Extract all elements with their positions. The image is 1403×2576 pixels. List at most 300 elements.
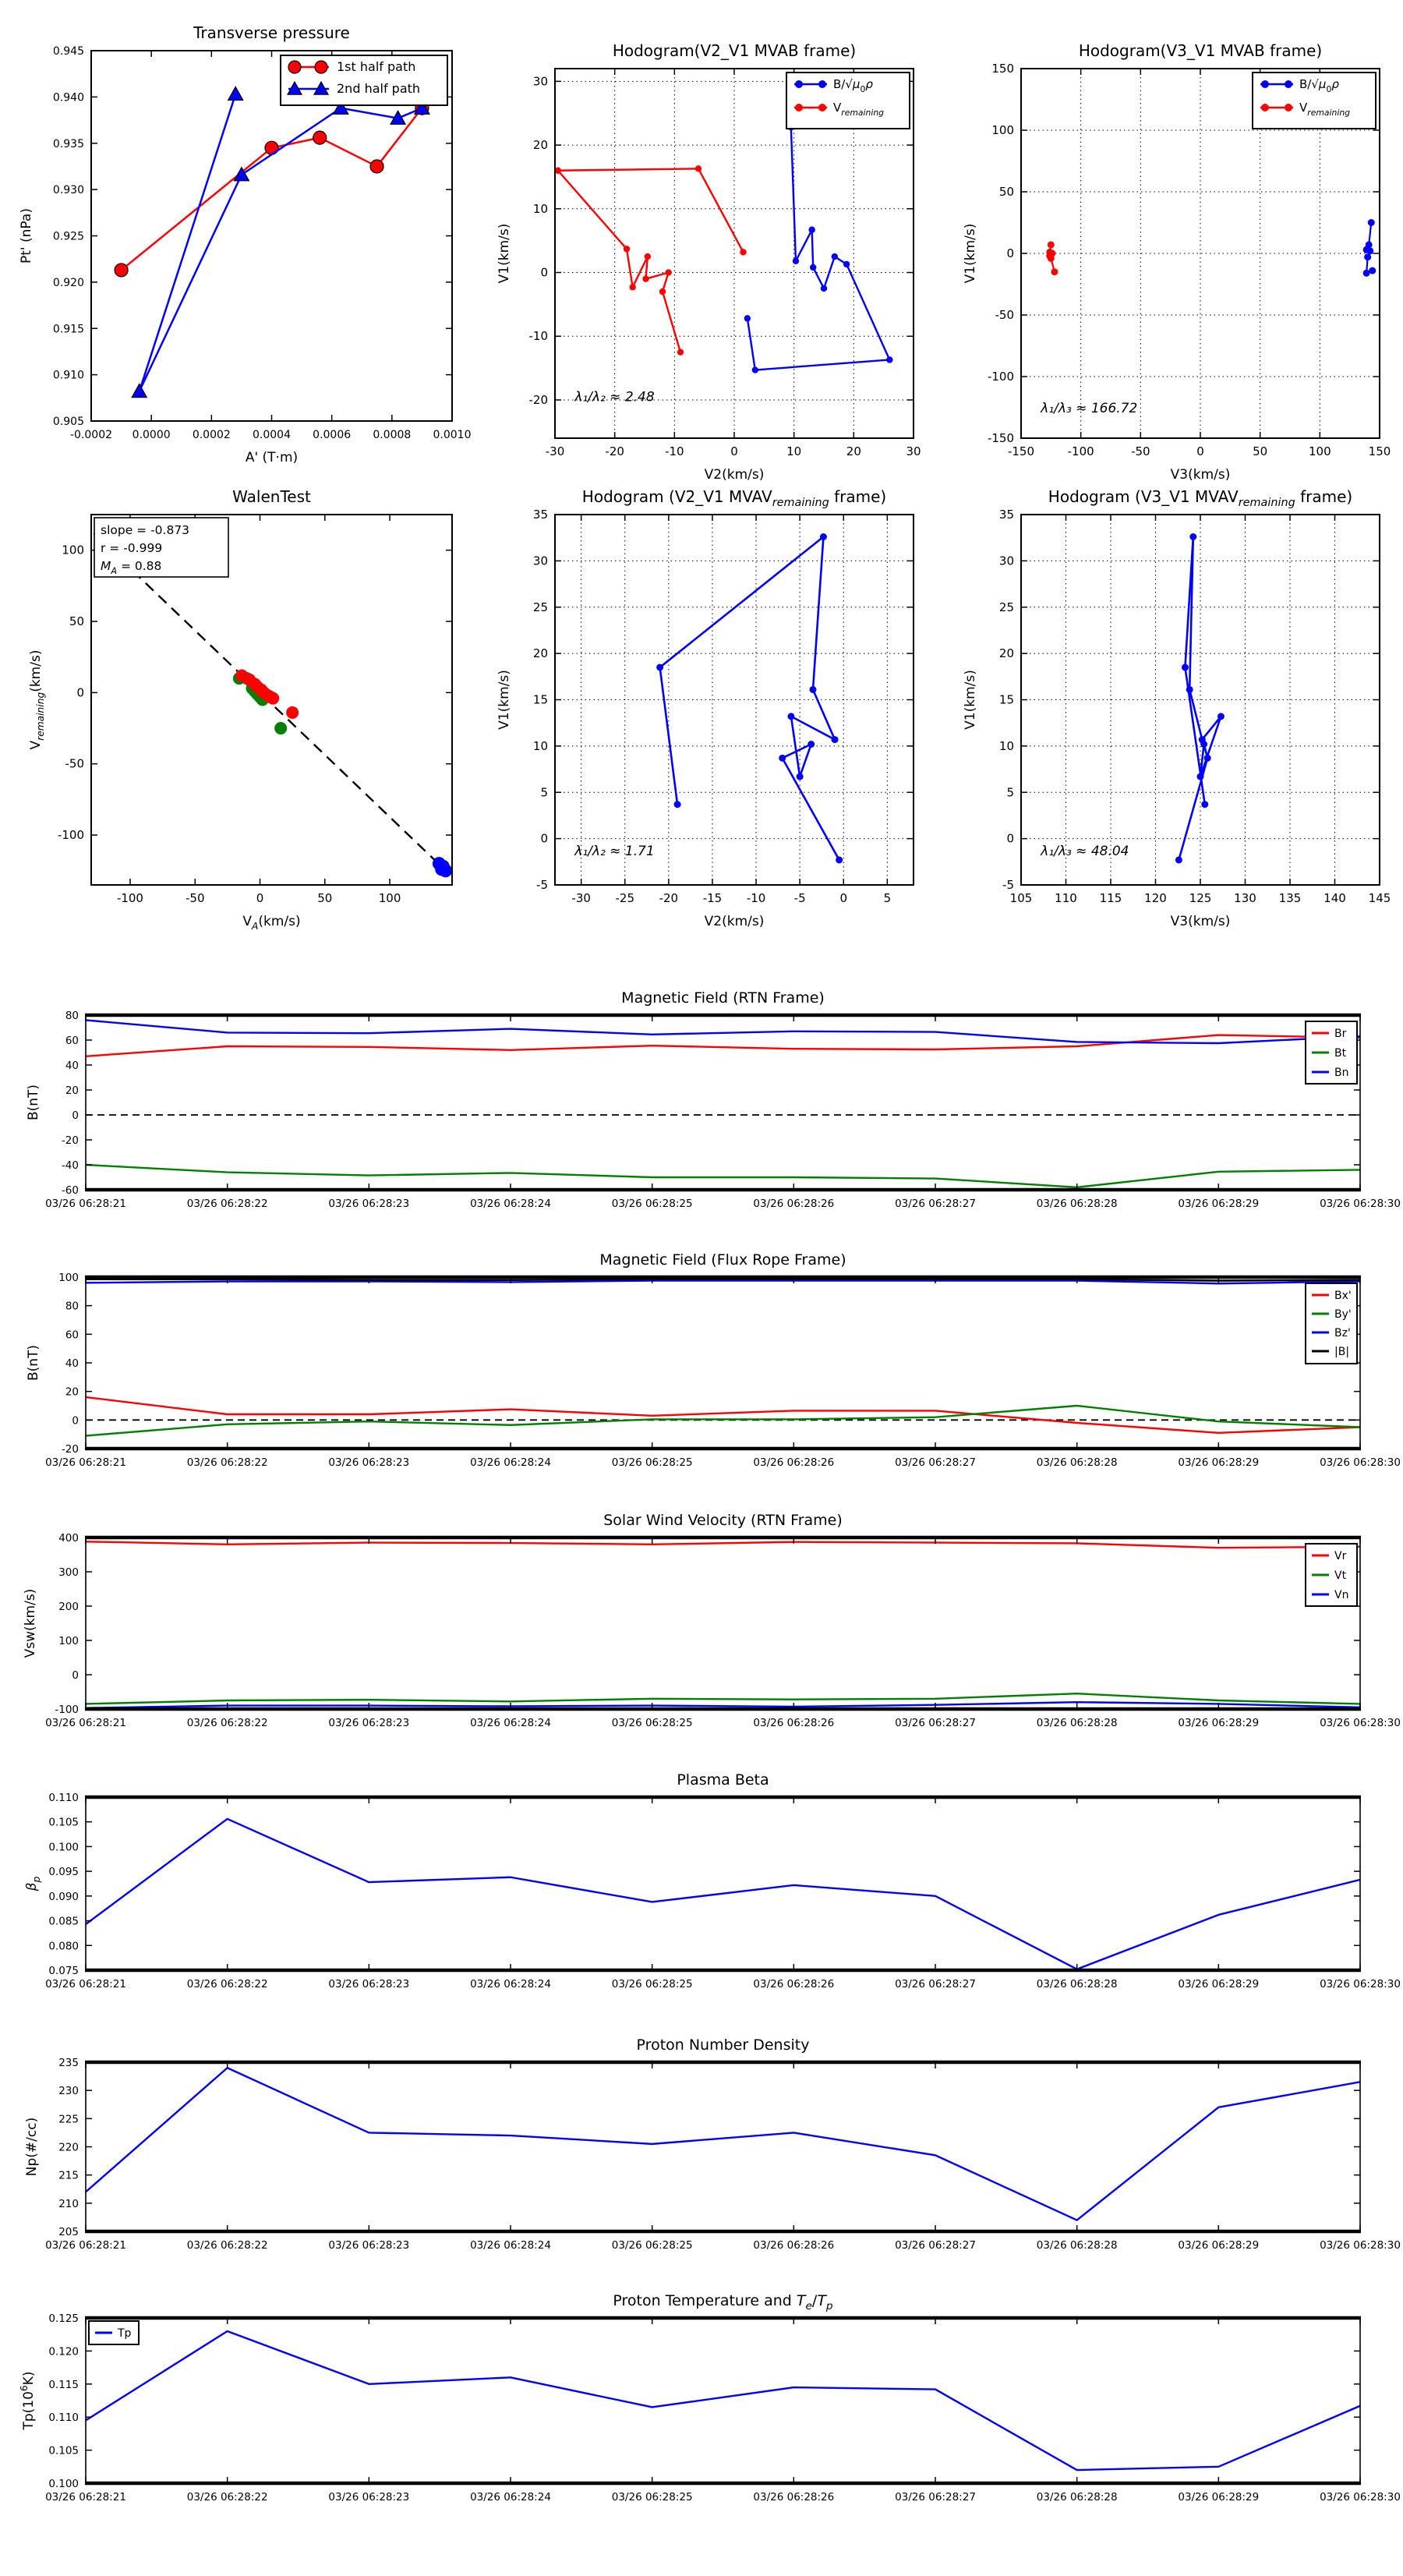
svg-text:Tp: Tp [118, 2327, 132, 2340]
svg-text:03/26 06:28:26: 03/26 06:28:26 [753, 1198, 835, 1210]
svg-text:100: 100 [1309, 444, 1331, 458]
svg-text:Vsw(km/s): Vsw(km/s) [23, 1588, 38, 1658]
svg-text:0: 0 [256, 891, 264, 905]
svg-text:-100: -100 [1067, 444, 1094, 458]
svg-text:V3(km/s): V3(km/s) [1170, 467, 1231, 483]
series-group [86, 1020, 1360, 1187]
svg-text:80: 80 [65, 1300, 79, 1313]
svg-text:03/26 06:28:22: 03/26 06:28:22 [186, 1198, 268, 1210]
gridlines [1021, 515, 1380, 885]
series-markers-walen-red-points [235, 669, 299, 719]
svg-text:20: 20 [998, 646, 1014, 661]
svg-text:03/26 06:28:27: 03/26 06:28:27 [895, 1717, 976, 1729]
svg-text:Hodogram(V3_V1 MVAB frame): Hodogram(V3_V1 MVAB frame) [1078, 41, 1323, 60]
series-line-velocity-path [660, 537, 839, 860]
svg-text:Vr: Vr [1334, 1550, 1347, 1562]
svg-text:0: 0 [76, 685, 84, 700]
svg-text:03/26 06:28:21: 03/26 06:28:21 [45, 2491, 126, 2503]
svg-text:-15: -15 [702, 891, 723, 905]
svg-text:slope = -0.873: slope = -0.873 [101, 523, 190, 537]
svg-text:Solar Wind Velocity (RTN Frame: Solar Wind Velocity (RTN Frame) [603, 1512, 843, 1529]
svg-text:20: 20 [532, 138, 548, 153]
svg-text:Np(#/cc): Np(#/cc) [24, 2117, 40, 2177]
svg-text:0.0000: 0.0000 [132, 429, 171, 441]
series-group [86, 1279, 1360, 1436]
svg-text:0.930: 0.930 [52, 184, 84, 197]
svg-text:5: 5 [883, 891, 892, 905]
svg-text:03/26 06:28:25: 03/26 06:28:25 [611, 2491, 693, 2503]
svg-text:40: 40 [65, 1060, 79, 1072]
svg-text:205: 205 [58, 2226, 79, 2238]
svg-text:Proton Number Density: Proton Number Density [636, 2036, 810, 2054]
svg-text:Bt: Bt [1334, 1047, 1347, 1060]
svg-text:0.0006: 0.0006 [313, 429, 352, 441]
svg-text:03/26 06:28:29: 03/26 06:28:29 [1178, 1978, 1260, 1990]
series-group [115, 87, 429, 397]
svg-text:-5: -5 [536, 878, 548, 892]
svg-text:-100: -100 [116, 891, 143, 905]
svg-text:0.075: 0.075 [48, 1965, 79, 1977]
svg-text:03/26 06:28:26: 03/26 06:28:26 [753, 1978, 835, 1990]
svg-text:135: 135 [1278, 891, 1302, 905]
series-markers-2nd half path [132, 87, 429, 397]
svg-text:0: 0 [1196, 444, 1204, 458]
svg-text:0: 0 [540, 265, 548, 280]
svg-text:-100: -100 [987, 370, 1014, 384]
svg-text:Plasma Beta: Plasma Beta [677, 1771, 769, 1789]
svg-text:230: 230 [58, 2085, 79, 2098]
chart-hodogram-v2v1-mvav [497, 487, 914, 929]
svg-text:60: 60 [65, 1035, 79, 1047]
legend [1306, 1544, 1357, 1606]
svg-text:140: 140 [1323, 891, 1346, 905]
svg-text:03/26 06:28:30: 03/26 06:28:30 [1320, 2491, 1401, 2503]
svg-text:03/26 06:28:29: 03/26 06:28:29 [1178, 1717, 1260, 1729]
series-markers-walen-blue-points [433, 857, 452, 877]
svg-text:λ₁/λ₂ ≈ 2.48: λ₁/λ₂ ≈ 2.48 [574, 389, 655, 405]
svg-text:MA = 0.88: $M_A = 0.88$ [101, 559, 162, 576]
svg-text:03/26 06:28:30: 03/26 06:28:30 [1320, 2239, 1401, 2252]
svg-text:-10: -10 [665, 444, 684, 458]
svg-text:03/26 06:28:30: 03/26 06:28:30 [1320, 1978, 1401, 1990]
svg-text:100: 100 [991, 123, 1014, 137]
svg-text:20: 20 [65, 1085, 79, 1097]
svg-text:03/26 06:28:21: 03/26 06:28:21 [45, 2239, 126, 2252]
svg-text:0.120: 0.120 [48, 2345, 79, 2358]
svg-text:0.115: 0.115 [48, 2378, 79, 2391]
legend [1253, 73, 1376, 129]
series-group [656, 533, 843, 863]
svg-text:0.940: 0.940 [52, 91, 84, 104]
svg-text:V1(km/s): V1(km/s) [497, 670, 512, 730]
svg-text:03/26 06:28:25: 03/26 06:28:25 [611, 1978, 693, 1990]
series-markers-V-remaining [1046, 241, 1058, 275]
svg-text:03/26 06:28:21: 03/26 06:28:21 [45, 1717, 126, 1729]
svg-text:-30: -30 [571, 891, 591, 905]
svg-text:0.920: 0.920 [52, 276, 84, 289]
svg-text:130: 130 [1234, 891, 1256, 905]
svg-text:-10: -10 [746, 891, 766, 905]
series-markers-B-sqrt-mu0rho [1363, 219, 1376, 277]
svg-text:Tp(106K): $Tp(10^6K)$ [19, 2371, 37, 2430]
svg-text:V2(km/s): V2(km/s) [704, 467, 765, 483]
svg-text:03/26 06:28:22: 03/26 06:28:22 [186, 1456, 268, 1469]
svg-text:0: 0 [540, 831, 548, 846]
svg-text:λ₁/λ₃ ≈ 48.04: λ₁/λ₃ ≈ 48.04 [1041, 844, 1129, 859]
svg-text:0: 0 [72, 1414, 79, 1428]
svg-text:|B|: |B| [1334, 1346, 1350, 1358]
series-markers-velocity-path [1175, 533, 1225, 863]
svg-text:120: 120 [1144, 891, 1167, 905]
svg-text:V1(km/s): V1(km/s) [963, 223, 978, 284]
svg-text:03/26 06:28:29: 03/26 06:28:29 [1178, 1456, 1260, 1469]
gridlines [555, 515, 914, 885]
svg-text:220: 220 [58, 2141, 79, 2154]
svg-text:100: 100 [58, 1635, 79, 1647]
svg-text:210: 210 [58, 2197, 79, 2210]
svg-text:Br: Br [1334, 1028, 1347, 1040]
svg-text:03/26 06:28:29: 03/26 06:28:29 [1178, 2239, 1260, 2252]
svg-text:-5: -5 [1002, 878, 1014, 892]
svg-text:-10: -10 [528, 329, 548, 344]
svg-text:0.105: 0.105 [48, 2444, 79, 2457]
svg-text:03/26 06:28:25: 03/26 06:28:25 [611, 1717, 693, 1729]
svg-text:03/26 06:28:25: 03/26 06:28:25 [611, 1198, 693, 1210]
svg-text:03/26 06:28:23: 03/26 06:28:23 [328, 1978, 410, 1990]
svg-text:5: 5 [540, 785, 548, 800]
svg-text:λ₁/λ₂ ≈ 1.71: λ₁/λ₂ ≈ 1.71 [574, 844, 655, 859]
svg-text:By': By' [1334, 1308, 1352, 1321]
svg-text:03/26 06:28:27: 03/26 06:28:27 [895, 1198, 976, 1210]
svg-text:5: 5 [1006, 785, 1014, 800]
svg-text:0.905: 0.905 [52, 416, 84, 428]
svg-text:03/26 06:28:24: 03/26 06:28:24 [470, 1456, 551, 1469]
legend [1306, 1283, 1357, 1364]
series-line-Br [86, 1035, 1360, 1056]
svg-text:03/26 06:28:22: 03/26 06:28:22 [186, 2491, 268, 2503]
svg-text:Vremaining(km/s): $V_{remaining}(km/s)$ [28, 649, 46, 750]
svg-text:03/26 06:28:30: 03/26 06:28:30 [1320, 1456, 1401, 1469]
svg-text:0.915: 0.915 [52, 323, 84, 336]
svg-text:0.0008: 0.0008 [373, 429, 412, 441]
svg-text:80: 80 [65, 1010, 79, 1022]
svg-text:150: 150 [1368, 444, 1391, 458]
svg-text:0.090: 0.090 [48, 1890, 79, 1903]
svg-text:03/26 06:28:23: 03/26 06:28:23 [328, 1198, 410, 1210]
svg-text:10: 10 [532, 738, 548, 753]
tick-marks [45, 1272, 1401, 1469]
series-line-Tp [86, 2331, 1360, 2470]
chart-hodogram-v3v1-mvab [963, 41, 1391, 483]
tick-marks [45, 2057, 1401, 2252]
svg-text:100: 100 [378, 891, 401, 905]
svg-text:2nd half path: 2nd half path [337, 81, 421, 96]
legend [89, 2321, 139, 2344]
series-markers-1st half path [115, 101, 429, 277]
chart-proton-temp [19, 2292, 1401, 2503]
series-line-beta-p [86, 1819, 1360, 1969]
axes-frame [86, 1015, 1360, 1190]
svg-text:03/26 06:28:28: 03/26 06:28:28 [1036, 2239, 1118, 2252]
svg-text:30: 30 [532, 74, 548, 89]
svg-text:-30: -30 [545, 444, 565, 458]
svg-text:03/26 06:28:29: 03/26 06:28:29 [1178, 2491, 1260, 2503]
svg-text:VA(km/s): $V_A(km/s)$ [242, 914, 301, 932]
svg-text:125: 125 [1189, 891, 1212, 905]
svg-text:03/26 06:28:24: 03/26 06:28:24 [470, 1198, 551, 1210]
svg-text:-100: -100 [55, 1704, 79, 1716]
axes-frame [91, 51, 452, 421]
svg-text:03/26 06:28:23: 03/26 06:28:23 [328, 2239, 410, 2252]
chart-b-fluxrope [26, 1251, 1401, 1469]
svg-text:150: 150 [991, 62, 1014, 76]
svg-text:V2(km/s): V2(km/s) [704, 914, 765, 929]
series-markers-B-sqrt-mu0rho [744, 124, 893, 373]
svg-text:-20: -20 [61, 1134, 79, 1147]
svg-text:0.110: 0.110 [48, 2411, 79, 2425]
svg-text:0.0002: 0.0002 [192, 429, 231, 441]
svg-text:0.910: 0.910 [52, 369, 84, 382]
svg-text:Vremaining: $V_{remaining}$ [833, 101, 885, 118]
svg-text:-20: -20 [659, 891, 679, 905]
series-line-Np [86, 2068, 1360, 2220]
svg-text:-20: -20 [61, 1443, 79, 1456]
series-line-V-remaining [558, 168, 744, 352]
svg-text:03/26 06:28:27: 03/26 06:28:27 [895, 1456, 976, 1469]
svg-text:-100: -100 [57, 828, 84, 843]
svg-text:10: 10 [998, 738, 1014, 753]
svg-text:-50: -50 [65, 756, 84, 771]
svg-text:Vremaining: $V_{remaining}$ [1299, 101, 1351, 118]
chart-transverse-pressure [19, 23, 472, 465]
svg-text:110: 110 [1055, 891, 1077, 905]
svg-text:15: 15 [532, 692, 548, 707]
svg-text:03/26 06:28:24: 03/26 06:28:24 [470, 1717, 551, 1729]
tick-marks [45, 2312, 1401, 2503]
svg-text:-150: -150 [987, 431, 1014, 445]
svg-text:λ₁/λ₃ ≈ 166.72: λ₁/λ₃ ≈ 166.72 [1041, 400, 1138, 416]
svg-text:50: 50 [69, 614, 84, 629]
tick-marks [45, 1010, 1401, 1210]
svg-text:0.085: 0.085 [48, 1915, 79, 1928]
svg-text:300: 300 [58, 1566, 79, 1579]
svg-text:50: 50 [317, 891, 333, 905]
svg-text:Magnetic Field (RTN Frame): Magnetic Field (RTN Frame) [621, 989, 825, 1007]
svg-text:100: 100 [58, 1272, 79, 1284]
series-group [1046, 219, 1376, 277]
series-group [86, 1541, 1360, 1707]
svg-text:-25: -25 [615, 891, 635, 905]
svg-text:B/√μ0ρ: $B/√\mu_0\rho$ [833, 77, 873, 94]
svg-text:03/26 06:28:26: 03/26 06:28:26 [753, 2491, 835, 2503]
svg-text:-50: -50 [995, 308, 1014, 322]
svg-text:Bz': Bz' [1334, 1327, 1351, 1339]
svg-text:-20: -20 [528, 392, 548, 407]
svg-text:105: 105 [1009, 891, 1033, 905]
series-group [555, 124, 893, 373]
svg-text:0.935: 0.935 [52, 137, 84, 150]
svg-text:0.080: 0.080 [48, 1940, 79, 1953]
chart-b-rtn [26, 989, 1401, 1210]
svg-text:r = -0.999: r = -0.999 [101, 541, 163, 555]
svg-text:0: 0 [1006, 831, 1014, 846]
svg-text:Vt: Vt [1334, 1569, 1347, 1582]
svg-text:215: 215 [58, 2169, 79, 2182]
svg-text:0.0010: 0.0010 [433, 429, 472, 441]
svg-text:50: 50 [998, 185, 1014, 199]
legend [1306, 1021, 1357, 1084]
svg-text:Bx': Bx' [1334, 1290, 1352, 1302]
svg-text:25: 25 [532, 600, 548, 614]
svg-text:03/26 06:28:28: 03/26 06:28:28 [1036, 2491, 1118, 2503]
svg-text:235: 235 [58, 2057, 79, 2069]
series-line-Vt [86, 1693, 1360, 1704]
svg-text:-40: -40 [61, 1159, 79, 1172]
series-line-Vr [86, 1541, 1360, 1548]
svg-text:βp: $\beta_p$ [24, 1876, 42, 1891]
svg-text:03/26 06:28:25: 03/26 06:28:25 [611, 1456, 693, 1469]
svg-text:20: 20 [532, 646, 548, 661]
svg-text:B(nT): B(nT) [26, 1084, 41, 1121]
svg-text:03/26 06:28:28: 03/26 06:28:28 [1036, 1198, 1118, 1210]
svg-text:0.110: 0.110 [48, 1792, 79, 1804]
svg-text:-50: -50 [185, 891, 205, 905]
svg-text:03/26 06:28:28: 03/26 06:28:28 [1036, 1456, 1118, 1469]
svg-text:60: 60 [65, 1329, 79, 1342]
svg-text:03/26 06:28:22: 03/26 06:28:22 [186, 1978, 268, 1990]
series-line-Vn [86, 1702, 1360, 1707]
svg-text:03/26 06:28:23: 03/26 06:28:23 [328, 1456, 410, 1469]
svg-text:35: 35 [532, 508, 548, 522]
svg-text:225: 225 [58, 2113, 79, 2126]
svg-text:0.105: 0.105 [48, 1816, 79, 1829]
svg-text:0.0004: 0.0004 [253, 429, 291, 441]
series-line-1st half path [122, 108, 422, 271]
series-line-B-sqrt-mu0rho [747, 127, 889, 370]
svg-text:10: 10 [786, 444, 802, 458]
svg-text:30: 30 [998, 554, 1014, 568]
legend [281, 55, 447, 105]
series-group [86, 2068, 1360, 2220]
svg-text:Transverse pressure: Transverse pressure [193, 23, 350, 42]
svg-text:V1(km/s): V1(km/s) [497, 223, 512, 284]
svg-text:03/26 06:28:29: 03/26 06:28:29 [1178, 1198, 1260, 1210]
svg-text:03/26 06:28:24: 03/26 06:28:24 [470, 1978, 551, 1990]
chart-vsw-rtn [23, 1512, 1401, 1729]
svg-text:03/26 06:28:24: 03/26 06:28:24 [470, 2239, 551, 2252]
svg-text:Hodogram(V2_V1 MVAB frame): Hodogram(V2_V1 MVAB frame) [612, 41, 857, 60]
chart-proton-density [24, 2036, 1401, 2252]
chart-hodogram-v3v1-mvav [963, 487, 1391, 929]
svg-text:03/26 06:28:27: 03/26 06:28:27 [895, 1978, 976, 1990]
svg-text:03/26 06:28:30: 03/26 06:28:30 [1320, 1198, 1401, 1210]
svg-text:03/26 06:28:22: 03/26 06:28:22 [186, 1717, 268, 1729]
series-group [86, 2331, 1360, 2470]
axes-frame [86, 1797, 1360, 1970]
svg-text:03/26 06:28:27: 03/26 06:28:27 [895, 2491, 976, 2503]
svg-text:20: 20 [65, 1385, 79, 1399]
svg-text:Hodogram (V2_V1 MVAVremaining: Hodogram (V2_V1 $MVAV_{remaining}$ frame) [581, 487, 887, 509]
svg-text:0: 0 [1006, 246, 1014, 260]
svg-text:03/26 06:28:25: 03/26 06:28:25 [611, 2239, 693, 2252]
series-group [86, 1819, 1360, 1969]
svg-text:20: 20 [846, 444, 861, 458]
svg-text:-5: -5 [793, 891, 806, 905]
svg-text:Hodogram (V3_V1 MVAVremaining: Hodogram (V3_V1 $MVAV_{remaining}$ frame) [1048, 487, 1353, 509]
svg-text:400: 400 [58, 1532, 79, 1545]
svg-text:200: 200 [58, 1601, 79, 1613]
svg-text:-50: -50 [1131, 444, 1150, 458]
svg-text:35: 35 [998, 508, 1014, 522]
svg-text:30: 30 [906, 444, 921, 458]
svg-text:0.100: 0.100 [48, 1841, 79, 1854]
svg-text:-0.0002: -0.0002 [69, 429, 113, 441]
svg-text:B/√μ0ρ: $B/√\mu_0\rho$ [1299, 77, 1339, 94]
svg-text:03/26 06:28:26: 03/26 06:28:26 [753, 1717, 835, 1729]
svg-text:40: 40 [65, 1357, 79, 1370]
svg-text:-60: -60 [61, 1184, 79, 1197]
series-group [1175, 533, 1225, 863]
svg-text:Bn: Bn [1334, 1067, 1349, 1079]
svg-text:Pt' (nPa): Pt' (nPa) [19, 208, 34, 264]
svg-text:V1(km/s): V1(km/s) [963, 670, 978, 730]
svg-text:WalenTest: WalenTest [232, 487, 311, 506]
svg-text:1st half path: 1st half path [337, 59, 416, 74]
svg-text:25: 25 [998, 600, 1014, 614]
svg-text:0.125: 0.125 [48, 2312, 79, 2325]
series-markers-velocity-path [656, 533, 843, 863]
svg-text:10: 10 [532, 201, 548, 216]
svg-text:0.945: 0.945 [52, 45, 84, 58]
svg-text:0.095: 0.095 [48, 1866, 79, 1879]
series-line-Bt [86, 1165, 1360, 1187]
svg-text:-20: -20 [605, 444, 624, 458]
svg-text:03/26 06:28:28: 03/26 06:28:28 [1036, 1717, 1118, 1729]
svg-text:0: 0 [72, 1109, 79, 1122]
chart-hodogram-v2v1-mvab [497, 41, 921, 483]
svg-text:03/26 06:28:23: 03/26 06:28:23 [328, 2491, 410, 2503]
svg-text:03/26 06:28:21: 03/26 06:28:21 [45, 1978, 126, 1990]
svg-text:0.100: 0.100 [48, 2478, 79, 2490]
series-line-By' [86, 1406, 1360, 1436]
chart-plasma-beta [24, 1771, 1401, 1990]
svg-text:100: 100 [62, 543, 84, 557]
svg-text:03/26 06:28:27: 03/26 06:28:27 [895, 2239, 976, 2252]
svg-text:03/26 06:28:26: 03/26 06:28:26 [753, 1456, 835, 1469]
svg-text:15: 15 [998, 692, 1014, 707]
svg-text:03/26 06:28:21: 03/26 06:28:21 [45, 1456, 126, 1469]
svg-text:03/26 06:28:21: 03/26 06:28:21 [45, 1198, 126, 1210]
svg-text:0: 0 [730, 444, 738, 458]
axes-frame [86, 2318, 1360, 2483]
svg-text:Magnetic Field (Flux Rope Fram: Magnetic Field (Flux Rope Frame) [599, 1251, 846, 1269]
tick-marks [45, 1792, 1401, 1990]
svg-text:0.925: 0.925 [52, 230, 84, 243]
walen-stats-textbox [94, 518, 228, 577]
svg-text:A' (T·m): A' (T·m) [245, 450, 299, 465]
svg-text:03/26 06:28:30: 03/26 06:28:30 [1320, 1717, 1401, 1729]
svg-text:03/26 06:28:28: 03/26 06:28:28 [1036, 1978, 1118, 1990]
svg-text:03/26 06:28:23: 03/26 06:28:23 [328, 1717, 410, 1729]
svg-text:03/26 06:28:26: 03/26 06:28:26 [753, 2239, 835, 2252]
svg-text:30: 30 [532, 554, 548, 568]
axes-frame [86, 1537, 1360, 1709]
series-line-2nd half path [140, 94, 422, 391]
svg-text:115: 115 [1099, 891, 1122, 905]
svg-text:B(nT): B(nT) [26, 1344, 41, 1382]
series-markers-V-remaining [555, 165, 747, 356]
legend [786, 73, 910, 129]
